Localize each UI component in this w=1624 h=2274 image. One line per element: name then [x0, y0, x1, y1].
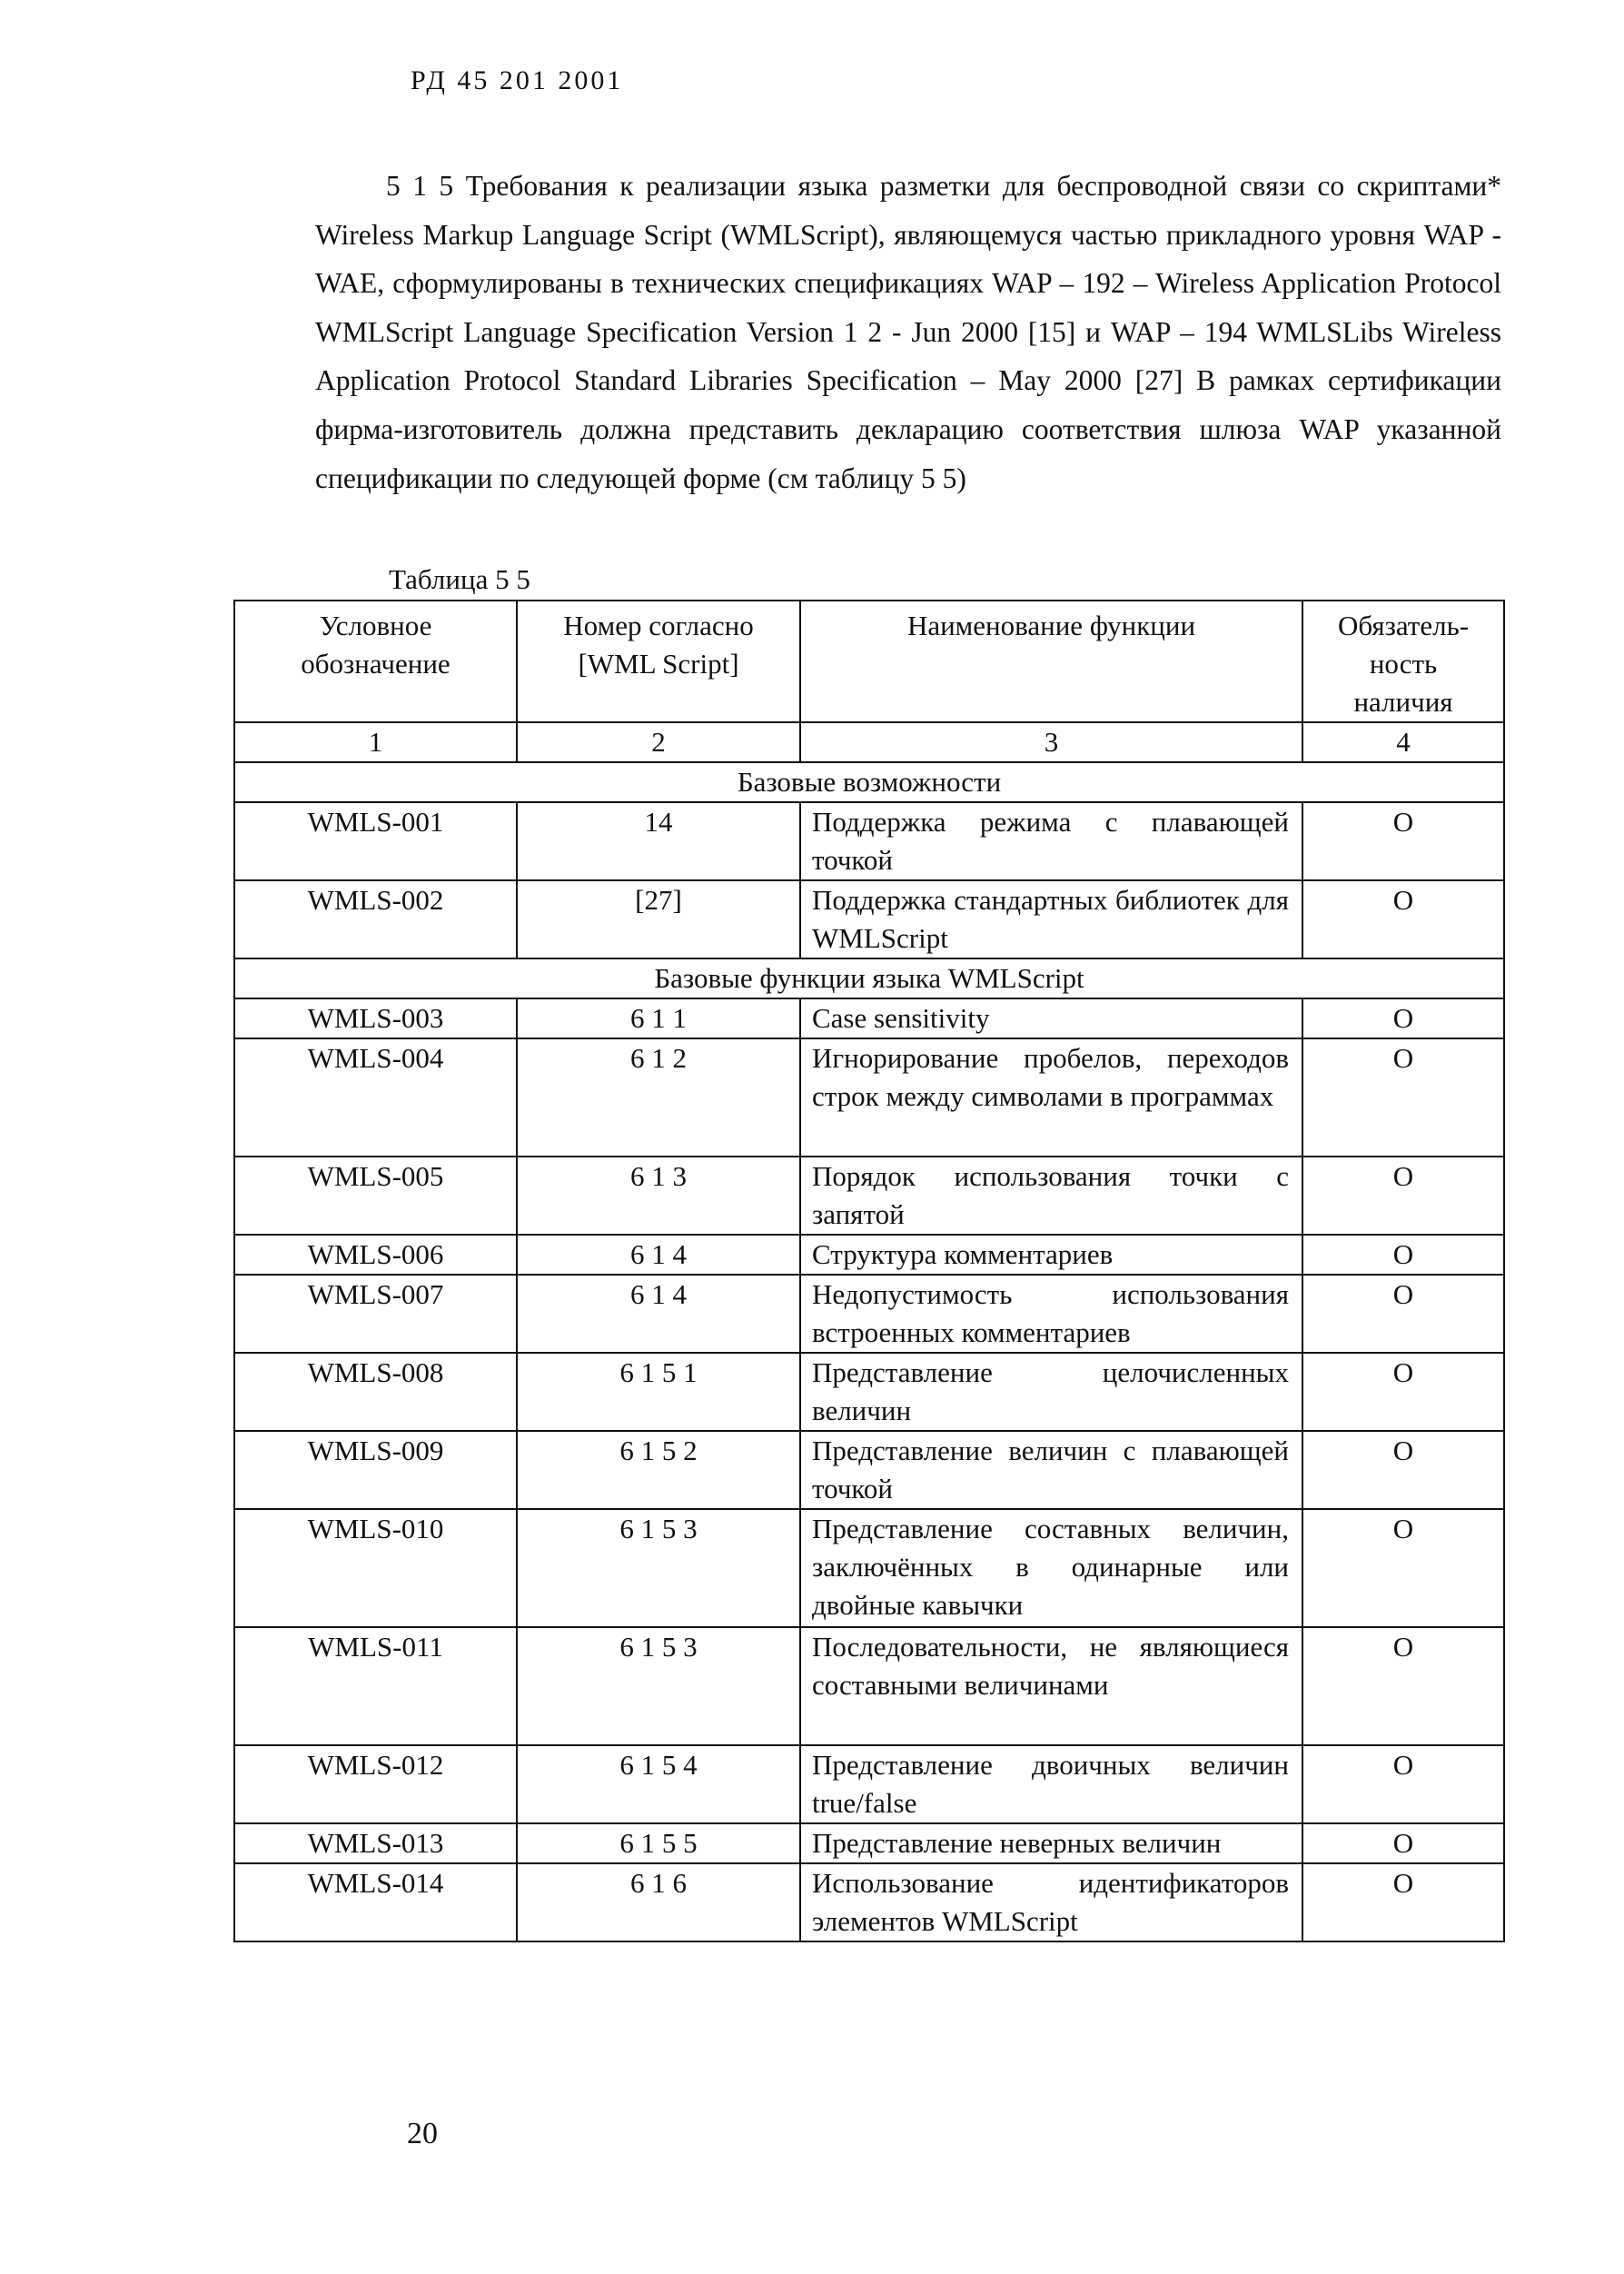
function-name-cell: Структура комментариев [800, 1235, 1302, 1275]
ref-cell: [27] [517, 880, 800, 958]
table-caption: Таблица 5 5 [389, 563, 530, 595]
table-row [234, 1509, 1504, 1627]
code-cell: WMLS-003 [234, 998, 517, 1038]
code-cell: WMLS-001 [234, 802, 517, 880]
requirement-cell: O [1302, 1431, 1504, 1509]
section-title: Базовые возможности [234, 762, 1504, 802]
ref-cell: 6 1 3 [517, 1157, 800, 1235]
requirement-cell: O [1302, 1235, 1504, 1275]
ref-cell: 6 1 1 [517, 998, 800, 1038]
ref-cell: 14 [517, 802, 800, 880]
requirement-cell: O [1302, 802, 1504, 880]
section-title: Базовые функции языка WMLScript [234, 958, 1504, 998]
page-number: 20 [407, 2117, 438, 2150]
function-name-cell: Использование идентификаторов элементов WMLScript [800, 1863, 1302, 1941]
code-cell: WMLS-014 [234, 1863, 517, 1941]
header-cell: Наименование функции [800, 601, 1302, 722]
requirement-cell: O [1302, 1157, 1504, 1235]
section-row [234, 762, 1504, 802]
code-cell: WMLS-005 [234, 1157, 517, 1235]
function-name-cell: Порядок использования точки с запятой [800, 1157, 1302, 1235]
function-name-cell: Последовательности, не являющиеся составными величинами [800, 1627, 1302, 1745]
requirement-cell: O [1302, 1275, 1504, 1353]
table-row [234, 1863, 1504, 1941]
ref-cell: 6 1 6 [517, 1863, 800, 1941]
code-cell: WMLS-012 [234, 1745, 517, 1823]
column-number: 3 [800, 722, 1302, 762]
table-row [234, 1745, 1504, 1823]
column-number: 1 [234, 722, 517, 762]
table-row [234, 1431, 1504, 1509]
function-name-cell: Представление целочисленных величин [800, 1353, 1302, 1431]
function-name-cell: Представление величин с плавающей точкой [800, 1431, 1302, 1509]
ref-cell: 6 1 2 [517, 1038, 800, 1157]
code-cell: WMLS-008 [234, 1353, 517, 1431]
table-row [234, 1275, 1504, 1353]
ref-cell: 6 1 5 3 [517, 1627, 800, 1745]
header-cell: Номер согласно [WML Script] [517, 601, 800, 722]
table-row [234, 880, 1504, 958]
ref-cell: 6 1 5 5 [517, 1823, 800, 1863]
paragraph-text: 5 1 5 Требования к реализации языка разметки для беспроводной связи со скриптами* Wireless Markup Language Script (WMLScript), являющемуся частью прикладного уровня WAP - WAE, сформулированы в технических спецификациях WAP – 192 – Wireless Application Protocol WMLScript Language Specification Version 1 2 - Jun 2000 [15] и WAP – 194 WMLSLibs Wireless Application Protocol Standard Libraries Specification – May 2000 [27] В рамках сертификации фирма-изготовитель должна представить декларацию соответствия шлюза WAP указанной спецификации по следующей форме (см таблицу 5 5) [315, 170, 1501, 494]
ref-cell: 6 1 5 1 [517, 1353, 800, 1431]
function-name-cell: Case sensitivity [800, 998, 1302, 1038]
table-row [234, 1038, 1504, 1157]
ref-cell: 6 1 4 [517, 1275, 800, 1353]
header-cell: Обязатель-ность наличия [1302, 601, 1504, 722]
code-cell: WMLS-009 [234, 1431, 517, 1509]
code-cell: WMLS-007 [234, 1275, 517, 1353]
section-row [234, 958, 1504, 998]
requirement-cell: O [1302, 1353, 1504, 1431]
requirement-cell: O [1302, 1863, 1504, 1941]
table-row [234, 1823, 1504, 1863]
requirement-cell: O [1302, 1038, 1504, 1157]
function-name-cell: Представление составных величин, заключённых в одинарные или двойные кавычки [800, 1509, 1302, 1627]
table-row [234, 1353, 1504, 1431]
table-row [234, 802, 1504, 880]
ref-cell: 6 1 4 [517, 1235, 800, 1275]
column-number: 2 [517, 722, 800, 762]
ref-cell: 6 1 5 4 [517, 1745, 800, 1823]
function-name-cell: Недопустимость использования встроенных комментариев [800, 1275, 1302, 1353]
table-row [234, 1235, 1504, 1275]
document-header: РД 45 201 2001 [411, 65, 624, 95]
requirements-table [233, 600, 1505, 1942]
header-cell: Условное обозначение [234, 601, 517, 722]
requirement-cell: O [1302, 1745, 1504, 1823]
requirement-cell: O [1302, 880, 1504, 958]
table-row [234, 1627, 1504, 1745]
function-name-cell: Поддержка стандартных библиотек для WMLScript [800, 880, 1302, 958]
requirement-cell: O [1302, 1627, 1504, 1745]
table-row [234, 998, 1504, 1038]
table-header-row [234, 601, 1504, 722]
code-cell: WMLS-010 [234, 1509, 517, 1627]
column-number: 4 [1302, 722, 1504, 762]
ref-cell: 6 1 5 2 [517, 1431, 800, 1509]
table-row [234, 1157, 1504, 1235]
code-cell: WMLS-002 [234, 880, 517, 958]
code-cell: WMLS-006 [234, 1235, 517, 1275]
function-name-cell: Поддержка режима с плавающей точкой [800, 802, 1302, 880]
column-number-row [234, 722, 1504, 762]
code-cell: WMLS-004 [234, 1038, 517, 1157]
code-cell: WMLS-013 [234, 1823, 517, 1863]
body-paragraph [315, 162, 1501, 502]
requirement-cell: O [1302, 998, 1504, 1038]
requirement-cell: O [1302, 1823, 1504, 1863]
function-name-cell: Представление двоичных величин true/false [800, 1745, 1302, 1823]
function-name-cell: Представление неверных величин [800, 1823, 1302, 1863]
ref-cell: 6 1 5 3 [517, 1509, 800, 1627]
requirement-cell: O [1302, 1509, 1504, 1627]
code-cell: WMLS-011 [234, 1627, 517, 1745]
function-name-cell: Игнорирование пробелов, переходов строк между символами в программах [800, 1038, 1302, 1157]
